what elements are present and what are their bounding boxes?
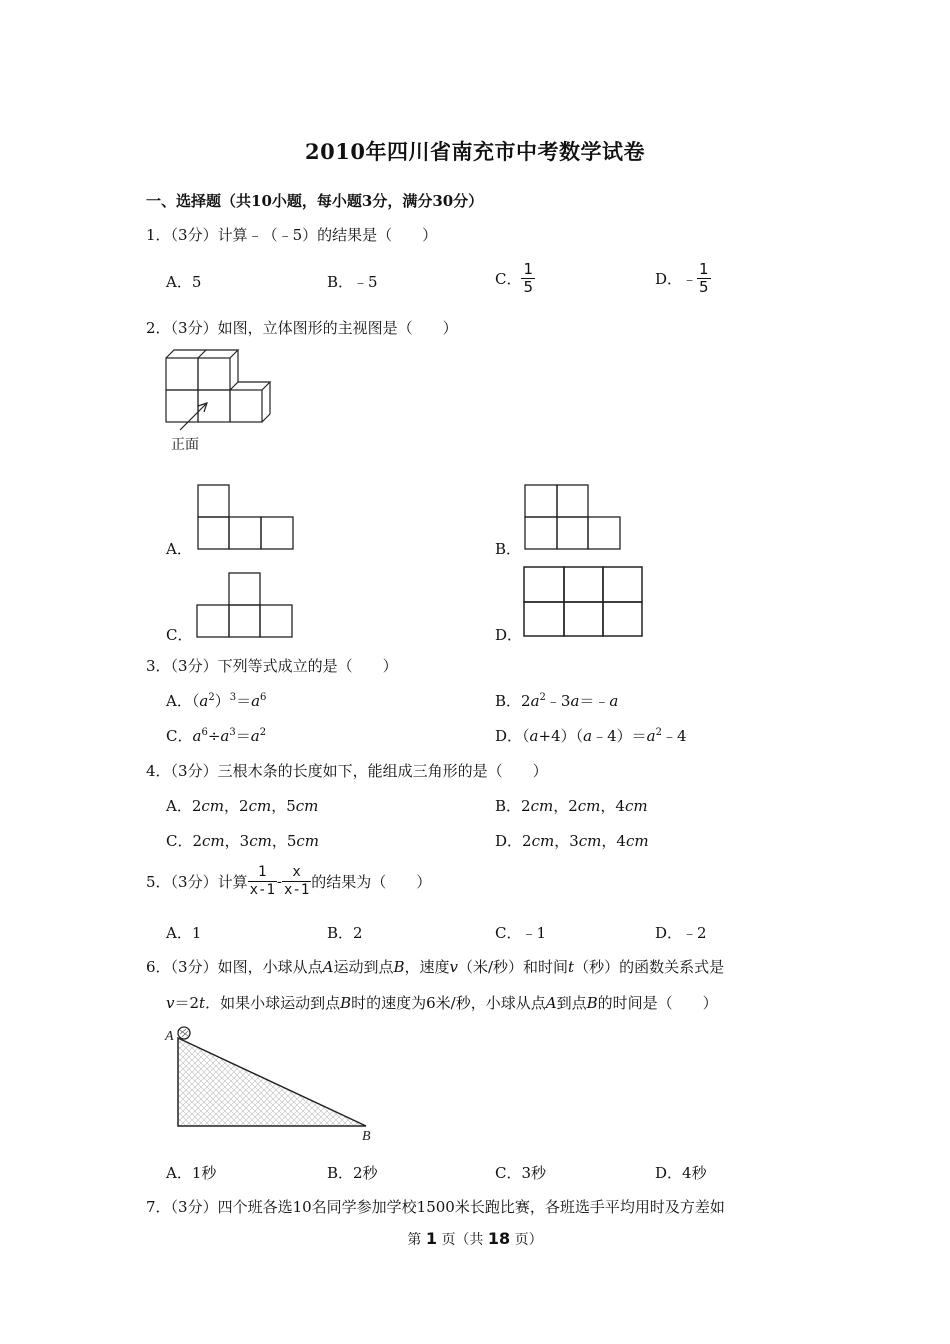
length-unit: cm bbox=[296, 832, 320, 850]
cube-front-face bbox=[166, 358, 198, 390]
length-unit: cm bbox=[577, 797, 601, 815]
q5-option-d: D．﹣2 bbox=[655, 924, 707, 942]
label-point-a: A bbox=[165, 1029, 174, 1044]
question-3-stem: 3．（3分）下列等式成立的是（ ） bbox=[146, 657, 398, 675]
q5-minus: - bbox=[276, 872, 282, 891]
q6-option-a: A．1秒 bbox=[166, 1164, 217, 1182]
q6-text: 6．（3分）如图，小球从点 bbox=[146, 958, 323, 976]
q6-option-c: C．3秒 bbox=[495, 1164, 547, 1182]
length-value: 2 bbox=[522, 832, 532, 850]
q6-text: 到点 bbox=[556, 994, 587, 1012]
q4-option-c bbox=[166, 830, 319, 851]
total-pages: 18 bbox=[487, 1229, 511, 1248]
q4-option-b bbox=[495, 795, 648, 816]
q5-stem-suffix: 的结果为（ ） bbox=[311, 873, 432, 891]
cube-top-face bbox=[166, 350, 206, 358]
length-unit: cm bbox=[624, 797, 648, 815]
question-5-stem bbox=[146, 864, 431, 899]
length-unit: cm bbox=[201, 797, 225, 815]
q1-option-a: A．5 bbox=[166, 273, 202, 291]
length-unit: cm bbox=[625, 832, 649, 850]
length-unit: cm bbox=[295, 797, 319, 815]
cube-top-face bbox=[238, 382, 270, 390]
q6-text: 的时间是（ ） bbox=[597, 994, 718, 1012]
cube-top-face bbox=[206, 350, 238, 358]
q6-text: （秒）的函数关系式是 bbox=[574, 958, 725, 976]
question-6-line-2 bbox=[166, 992, 718, 1013]
length-value: 2 bbox=[192, 832, 203, 850]
q3-option-c: C．$a^6\div a^3=a^2$ bbox=[166, 727, 267, 745]
cube-side-edge bbox=[230, 382, 238, 390]
q5-option-a: A．1 bbox=[166, 924, 202, 942]
page-number: 1 bbox=[425, 1229, 437, 1248]
q6-option-d: D．4秒 bbox=[655, 1164, 707, 1182]
length-value: 2 bbox=[239, 797, 249, 815]
cube-front-face bbox=[230, 390, 262, 422]
q1-option-d-sign: ﹣ bbox=[682, 270, 698, 288]
q6-text: 时的速度为6米/秒，小球从点 bbox=[351, 994, 546, 1012]
q1-option-b: B．﹣5 bbox=[327, 273, 378, 291]
q3-option-c-label: C． bbox=[166, 727, 193, 745]
length-unit: cm bbox=[202, 832, 225, 850]
q1-option-c-label: C． bbox=[495, 270, 522, 288]
length-value: 4 bbox=[616, 832, 626, 850]
length-value: 3 bbox=[569, 832, 579, 850]
point-b: B bbox=[393, 958, 405, 976]
question-2-stem: 2．（3分）如图，立体图形的主视图是（ ） bbox=[146, 319, 458, 337]
footer-text: 页（共 bbox=[441, 1232, 484, 1248]
footer-text: 第 bbox=[407, 1232, 422, 1248]
q1-c-denominator: 5 bbox=[523, 278, 534, 296]
question-1-stem: 1．（3分）计算﹣（﹣5）的结果是（ ） bbox=[146, 226, 438, 244]
q6-text: （米/秒）和时间 bbox=[457, 958, 569, 976]
q5-f1-numerator: 1 bbox=[248, 864, 277, 882]
point-a: A bbox=[322, 958, 334, 976]
q1-option-d bbox=[655, 261, 711, 296]
q2-option-a-label: A． bbox=[166, 540, 192, 558]
length-value: 4 bbox=[615, 797, 625, 815]
length-unit: cm bbox=[578, 832, 602, 850]
length-unit: cm bbox=[249, 832, 272, 850]
q1-d-denominator: 5 bbox=[699, 278, 709, 296]
length-value: 5 bbox=[286, 832, 297, 850]
q6-text: ＝2 bbox=[174, 994, 200, 1012]
q2-option-d-label: D． bbox=[495, 626, 523, 644]
q6-text: ，速度 bbox=[404, 958, 450, 976]
q3-option-b-label: B． bbox=[495, 692, 522, 710]
question-6-line-1 bbox=[146, 956, 724, 977]
section-heading: 一、选择题（共10小题，每小题3分，满分30分） bbox=[146, 192, 484, 210]
question-7-stem: 7．（3分）四个班各选10名同学参加学校1500米长跑比赛，各班选手平均用时及方差如 bbox=[146, 1198, 725, 1216]
q1-option-d-label: D． bbox=[655, 270, 683, 288]
q4-option-d bbox=[495, 830, 649, 851]
q5-option-c: C．﹣1 bbox=[495, 924, 547, 942]
length-value: 3 bbox=[239, 832, 250, 850]
q4-option-b-label: B． bbox=[495, 797, 522, 815]
var-t: t bbox=[199, 994, 206, 1012]
separator: ， bbox=[271, 797, 287, 815]
separator: ， bbox=[554, 832, 570, 850]
page-footer bbox=[0, 1229, 950, 1249]
point-a: A bbox=[545, 994, 557, 1012]
q5-f2-numerator: x bbox=[282, 864, 311, 882]
label-point-b: B bbox=[362, 1129, 371, 1144]
q5-f1-denominator: x-1 bbox=[249, 882, 275, 898]
q6-text: ．如果小球运动到点 bbox=[205, 994, 341, 1012]
q5-stem-prefix: 5．（3分）计算 bbox=[146, 873, 248, 891]
cube-side-edge bbox=[262, 414, 270, 422]
q1-c-numerator: 1 bbox=[523, 260, 534, 278]
q2-option-b-label: B． bbox=[495, 540, 522, 558]
q5-f2-denominator: x-1 bbox=[283, 882, 310, 898]
q3-option-d-label: D． bbox=[495, 727, 523, 745]
length-value: 2 bbox=[521, 797, 531, 815]
footer-text: 页） bbox=[514, 1232, 543, 1248]
cube-front-face bbox=[198, 358, 230, 390]
q2-option-b-figure bbox=[524, 484, 622, 550]
q1-d-numerator: 1 bbox=[699, 260, 709, 278]
q4-option-a-label: A． bbox=[166, 797, 192, 815]
length-value: 5 bbox=[286, 797, 296, 815]
q2-option-c-label: C． bbox=[166, 626, 193, 644]
q4-option-c-label: C． bbox=[166, 832, 193, 850]
q4-option-a bbox=[166, 795, 318, 816]
q1-option-d-fraction bbox=[697, 261, 711, 296]
q6-slope-figure bbox=[162, 1024, 382, 1146]
q6-option-b: B．2秒 bbox=[327, 1164, 378, 1182]
var-v: v bbox=[449, 958, 458, 976]
point-b: B bbox=[586, 994, 598, 1012]
q3-option-d: D．$(a+4)(a﹣4)=a^2﹣4$ bbox=[495, 727, 687, 745]
page-title: 2010年四川省南充市中考数学试卷 bbox=[305, 139, 645, 164]
cube-front-face bbox=[198, 390, 230, 422]
length-value: 2 bbox=[191, 797, 202, 815]
length-value: 2 bbox=[568, 797, 578, 815]
q3-option-b: B．$2a^2﹣3a=﹣a$ bbox=[495, 692, 619, 710]
q5-option-b: B．2 bbox=[327, 924, 363, 942]
question-4-stem: 4．（3分）三根木条的长度如下，能组成三角形的是（ ） bbox=[146, 762, 548, 780]
q6-text: 运动到点 bbox=[333, 958, 394, 976]
q5-fraction-2 bbox=[282, 864, 311, 899]
separator: ， bbox=[271, 832, 287, 850]
q2-option-c-figure bbox=[196, 572, 294, 638]
q3-option-a: A．$(a^2)^3=a^6$ bbox=[166, 692, 267, 710]
length-unit: cm bbox=[530, 797, 554, 815]
var-t: t bbox=[568, 958, 575, 976]
front-direction-arrow bbox=[180, 404, 206, 430]
separator: ， bbox=[553, 797, 569, 815]
q5-fraction-1 bbox=[248, 864, 277, 899]
q3-option-a-label: A． bbox=[166, 692, 192, 710]
q4-option-d-label: D． bbox=[495, 832, 523, 850]
q1-option-c-fraction bbox=[521, 261, 535, 296]
point-b: B bbox=[340, 994, 352, 1012]
q1-option-c bbox=[495, 261, 535, 296]
separator: ， bbox=[601, 832, 617, 850]
separator: ， bbox=[224, 832, 240, 850]
length-unit: cm bbox=[248, 797, 272, 815]
length-unit: cm bbox=[531, 832, 555, 850]
separator: ， bbox=[224, 797, 240, 815]
q2-option-d-figure bbox=[523, 566, 645, 638]
slope-triangle bbox=[178, 1038, 366, 1126]
q2-option-a-figure bbox=[197, 484, 295, 550]
separator: ， bbox=[600, 797, 616, 815]
var-v: v bbox=[166, 994, 175, 1012]
q2-front-label: 正面 bbox=[171, 437, 199, 453]
